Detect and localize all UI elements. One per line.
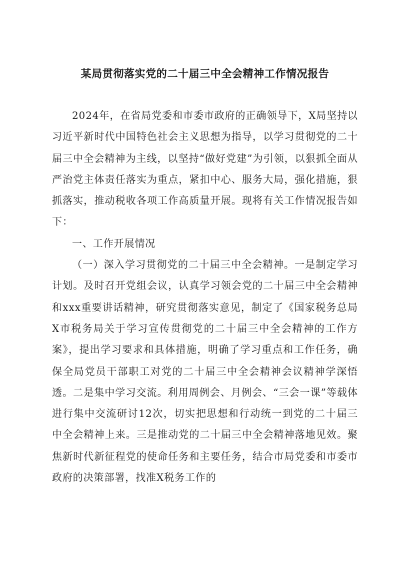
section-paragraph: （一）深入学习贯彻党的二十届三中全会精神。一是制定学习计划。及时召开党组会议，认真学习领会党的二十届三中全会精神和xxx重要讲话精神，研究贯彻落实意见，制定了《国家税务总局X市税务局关于学习宣传贯彻党的二十届三中全会精神的工作方案》，提出学习要求和具体措施，明确了学习重点和工作任务，确保全局党员干部职工对党的二十届三中全会精神会议精神学深悟透。二是集中学习交流。利用周例会、月例会、“三会一课”等载体进行集中交流研讨12次，切实把思想和行动统一到党的二十届三中全会精神上来。三是推动党的二十届三中全会精神落地见效。聚焦新时代新征程党的使命任务和主要任务，结合市局党委和市委市政府的决策部署，找准X税务工作的 <box>52 260 358 485</box>
document-body <box>52 106 358 489</box>
section-heading: 一、工作开展情况 <box>72 238 156 250</box>
intro-paragraph: 2024年，在省局党委和市委市政府的正确领导下，X局坚持以习近平新时代中国特色社会主义思想为指导，以学习贯彻党的二十届三中全会精神为主线，以坚持“做好党建”为引领，以狠抓全面从严治党主体责任落实为重点，紧扣中心、服务大局，强化措施，狠抓落实，推动税收各项工作高质量开展。现将有关工作情况报告如下： <box>52 111 358 229</box>
document-title: 某局贯彻落实党的二十届三中全会精神工作情况报告 <box>80 68 330 80</box>
